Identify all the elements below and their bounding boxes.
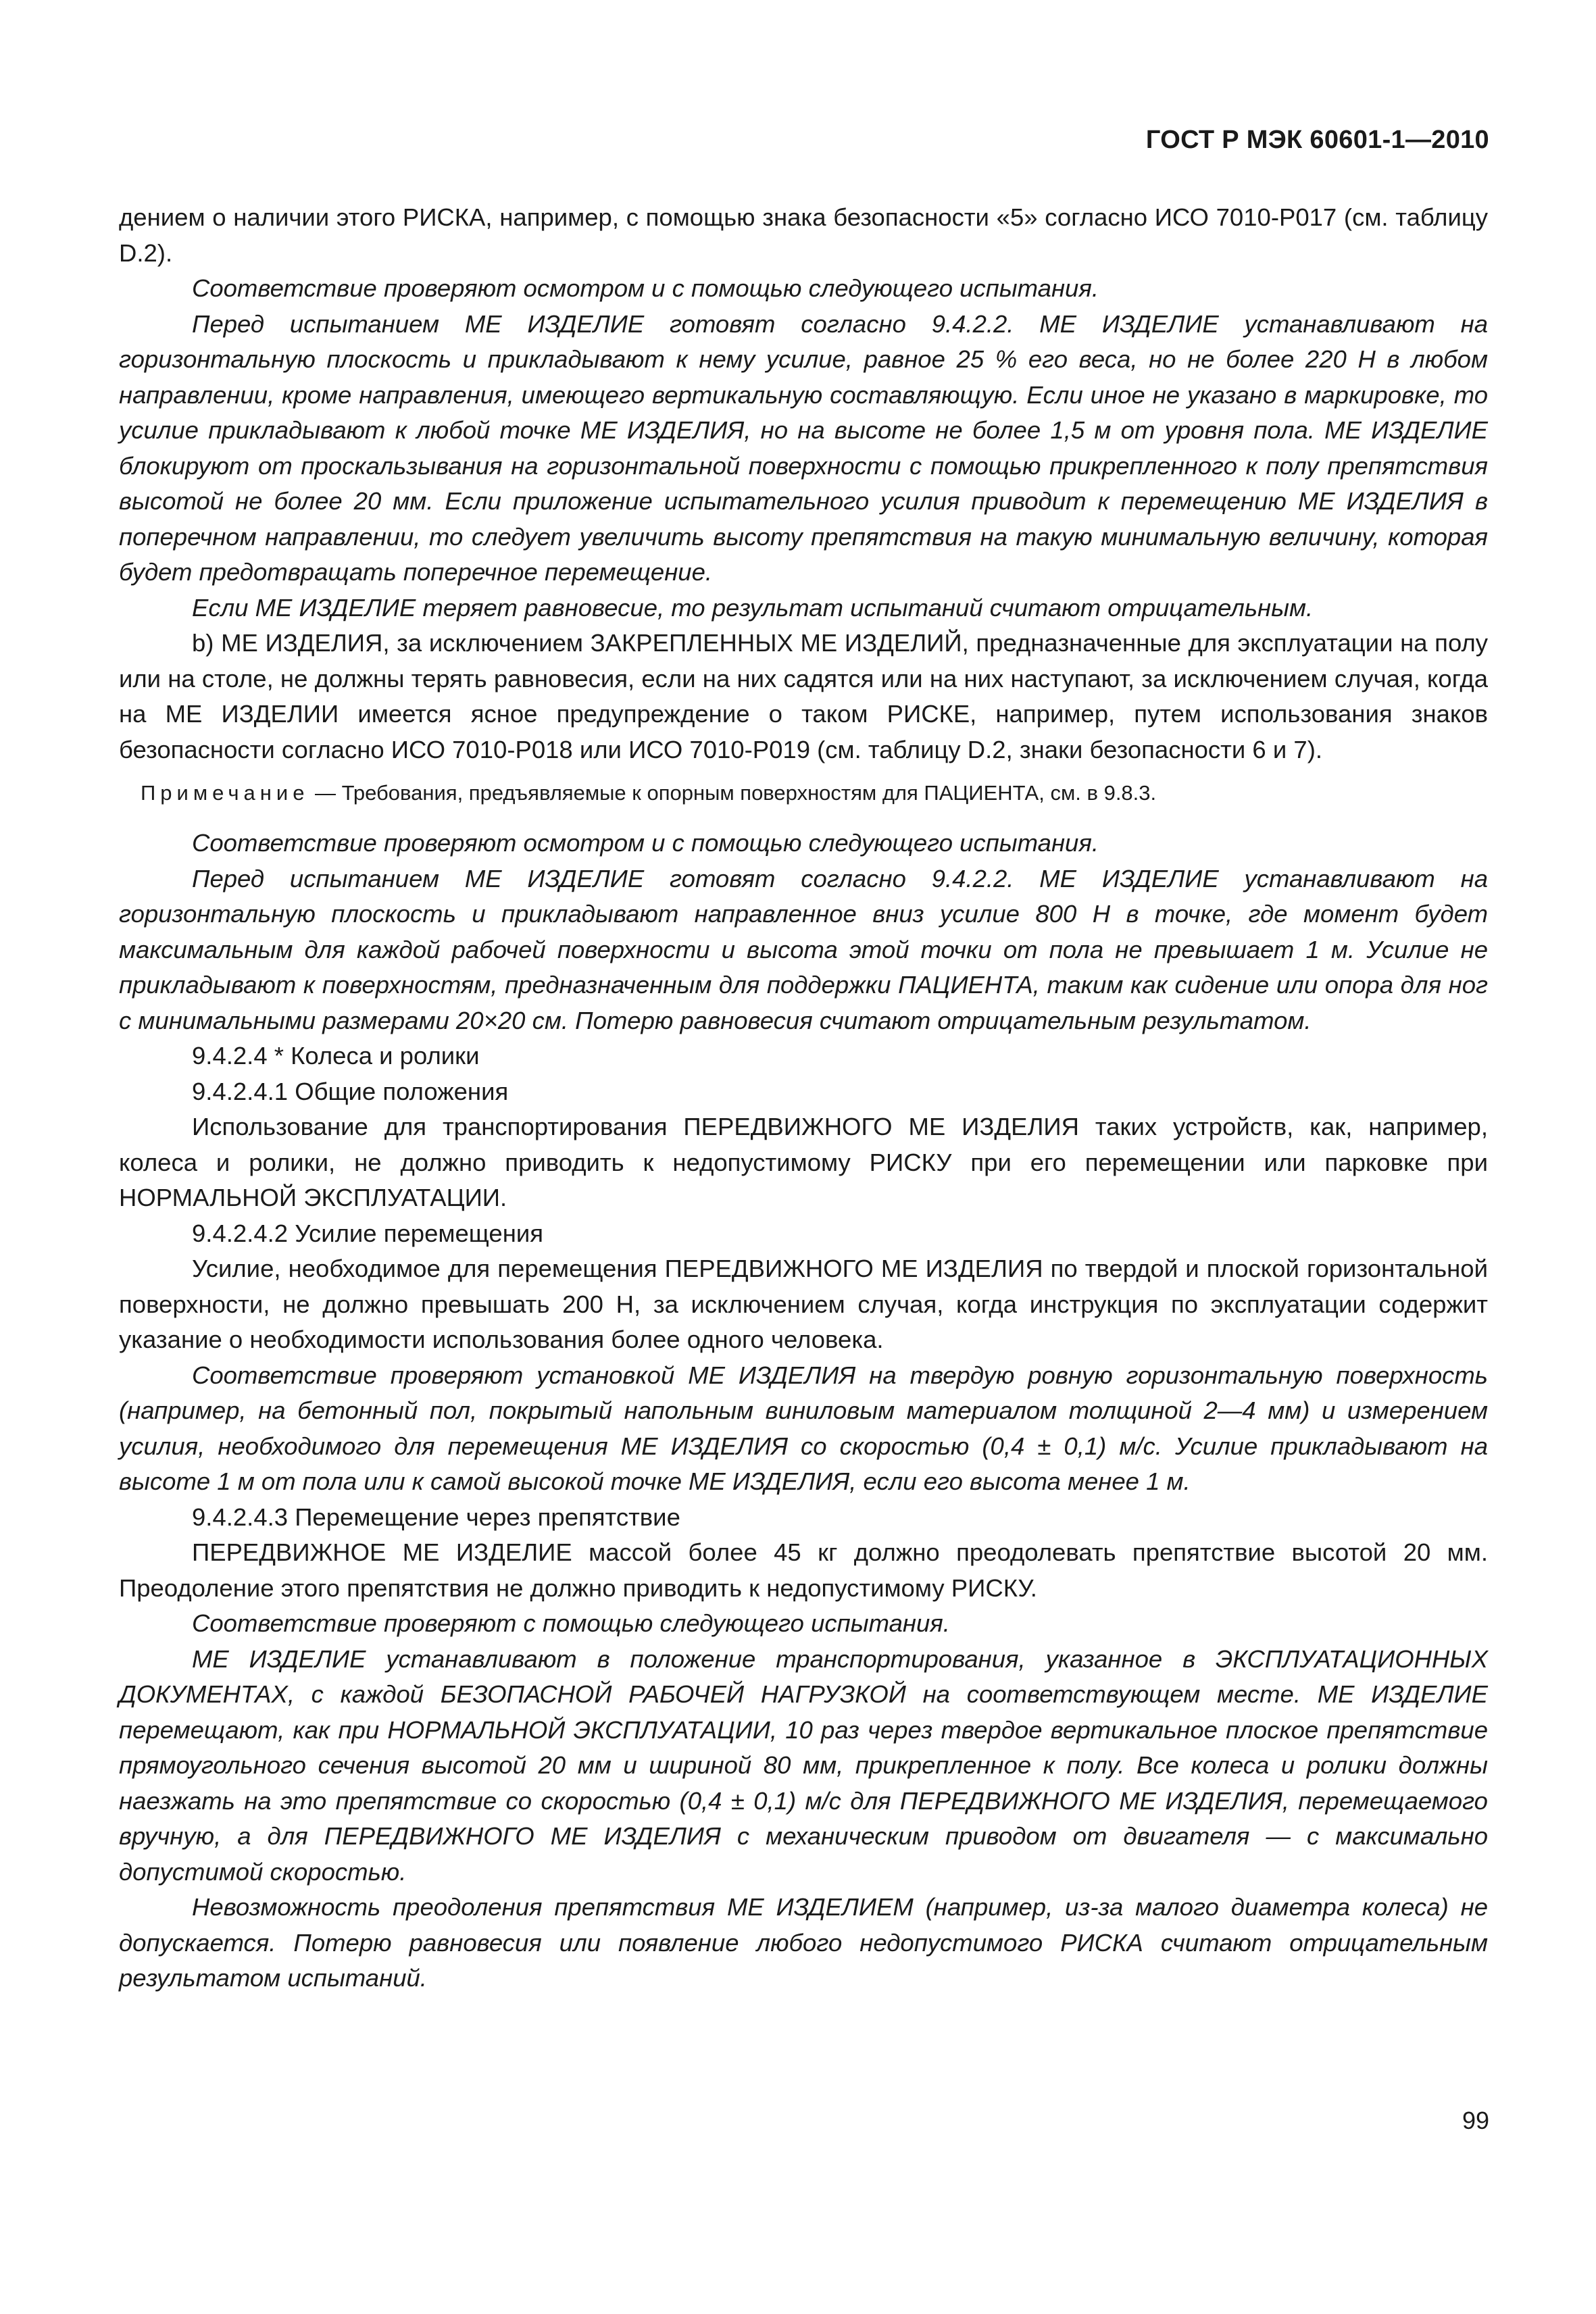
section-heading-9-4-2-4-3: 9.4.2.4.3 Перемещение через препятствие bbox=[192, 1503, 680, 1531]
page-header-standard-id: ГОСТ Р МЭК 60601-1—2010 bbox=[1145, 126, 1489, 154]
paragraph-general: Использование для транспортирования ПЕРЕДВИЖНОГО МЕ ИЗДЕЛИЯ таких устройств, как, например, колеса и ролики, не должно приводить к недопустимому РИСКУ при его перемещении или парковке при НОРМАЛЬНОЙ ЭКСПЛУАТАЦИИ. bbox=[119, 1113, 1488, 1211]
section-heading-9-4-2-4-1: 9.4.2.4.1 Общие положения bbox=[192, 1077, 509, 1105]
section-heading-9-4-2-4: 9.4.2.4 * Колеса и ролики bbox=[192, 1042, 480, 1070]
note-label: Примечание bbox=[141, 781, 309, 805]
note-text: — Требования, предъявляемые к опорным поверхностям для ПАЦИЕНТА, см. в 9.8.3. bbox=[309, 781, 1157, 805]
paragraph-test-result: Если МЕ ИЗДЕЛИЕ теряет равновесие, то результат испытаний считают отрицательным. bbox=[192, 593, 1314, 622]
paragraph-test-procedure-2: Перед испытанием МЕ ИЗДЕЛИЕ готовят согласно 9.4.2.2. МЕ ИЗДЕЛИЕ устанавливают на горизонтальную плоскость и прикладывают направленное вниз усилие 800 Н в точке, где момент будет максимальным для каждой рабочей поверхности и высота этой точки от пола не превышает 1 м. Усилие не прикладывают к поверхностям, предназначенным для поддержки ПАЦИЕНТА, таким как сидение или опора для ног с минимальными размерами 20×20 см. Потерю равновесия считают отрицательным результатом. bbox=[119, 864, 1488, 1034]
paragraph-test-procedure: Перед испытанием МЕ ИЗДЕЛИЕ готовят согласно 9.4.2.2. МЕ ИЗДЕЛИЕ устанавливают на горизонтальную плоскость и прикладывают к нему усилие, равное 25 % его веса, но не более 220 Н в любом направлении, кроме направления, имеющего вертикальную составляющую. Если иное не указано в маркировке, то усилие прикладывают к любой точке МЕ ИЗДЕЛИЯ, но на высоте не более 1,5 м от уровня пола. МЕ ИЗДЕЛИЕ блокируют от проскальзывания на горизонтальной поверхности с помощью прикрепленного к полу препятствия высотой не более 20 мм. Если приложение испытательного усилия приводит к перемещению МЕ ИЗДЕЛИЯ в поперечном направлении, то следует увеличить высоту препятствия на такую минимальную величину, которая будет предотвращать поперечное перемещение. bbox=[119, 309, 1488, 586]
paragraph-transport-test: МЕ ИЗДЕЛИЕ устанавливают в положение транспортирования, указанное в ЭКСПЛУАТАЦИОННЫХ ДОКУМЕНТАХ, с каждой БЕЗОПАСНОЙ РАБОЧЕЙ НАГРУЗКОЙ на соответствующем месте. МЕ ИЗДЕЛИЕ перемещают, как при НОРМАЛЬНОЙ ЭКСПЛУАТАЦИИ, 10 раз через твердое вертикальное плоское препятствие прямоугольного сечения высотой 20 мм и шириной 80 мм, прикрепленное к полу. Все колеса и ролики должны наезжать на это препятствие со скоростью (0,4 ± 0,1) м/с для ПЕРЕДВИЖНОГО МЕ ИЗДЕЛИЯ, перемещаемого вручную, а для ПЕРЕДВИЖНОГО МЕ ИЗДЕЛИЯ с механическим приводом от двигателя — с максимально допустимой скоростью. bbox=[119, 1644, 1488, 1886]
paragraph-compliance-4: Соответствие проверяют с помощью следующего испытания. bbox=[192, 1609, 950, 1637]
paragraph-continuation: дением о наличии этого РИСКА, например, с помощью знака безопасности «5» согласно ИСО 7010-Р017 (см. таблицу D.2). bbox=[119, 203, 1488, 267]
paragraph-item-b: b) МЕ ИЗДЕЛИЯ, за исключением ЗАКРЕПЛЕННЫХ МЕ ИЗДЕЛИЙ, предназначенные для эксплуатации на полу или на столе, не должны терять равновесия, если на них садятся или на них наступают, за исключением случая, когда на МЕ ИЗДЕЛИИ имеется ясное предупреждение о таком РИСКЕ, например, путем использования знаков безопасности согласно ИСО 7010-Р018 или ИСО 7010-Р019 (см. таблицу D.2, знаки безопасности 6 и 7). bbox=[119, 629, 1488, 763]
section-heading-9-4-2-4-2: 9.4.2.4.2 Усилие перемещения bbox=[192, 1219, 544, 1247]
page-number: 99 bbox=[1462, 2107, 1489, 2134]
paragraph-compliance: Соответствие проверяют осмотром и с помощью следующего испытания. bbox=[192, 274, 1099, 302]
note bbox=[119, 776, 1488, 811]
paragraph-force: Усилие, необходимое для перемещения ПЕРЕДВИЖНОГО МЕ ИЗДЕЛИЯ по твердой и плоской горизонтальной поверхности, не должно превышать 200 Н, за исключением случая, когда инструкция по эксплуатации содержит указание о необходимости использования более одного человека. bbox=[119, 1255, 1488, 1353]
paragraph-compliance-3: Соответствие проверяют установкой МЕ ИЗДЕЛИЯ на твердую ровную горизонтальную поверхность (например, на бетонный пол, покрытый напольным виниловым материалом толщиной 2—4 мм) и измерением усилия, необходимого для перемещения МЕ ИЗДЕЛИЯ со скоростью (0,4 ± 0,1) м/с. Усилие прикладывают на высоте 1 м от пола или к самой высокой точке МЕ ИЗДЕЛИЯ, если его высота менее 1 м. bbox=[119, 1361, 1488, 1495]
paragraph-compliance-2: Соответствие проверяют осмотром и с помощью следующего испытания. bbox=[192, 829, 1099, 857]
paragraph-failure-criteria: Невозможность преодоления препятствия МЕ ИЗДЕЛИЕМ (например, из-за малого диаметра колеса) не допускается. Потерю равновесия или появление любого недопустимого РИСКА считают отрицательным результатом испытаний. bbox=[119, 1893, 1488, 1992]
page-body bbox=[119, 200, 1488, 1996]
paragraph-obstacle: ПЕРЕДВИЖНОЕ МЕ ИЗДЕЛИЕ массой более 45 кг должно преодолевать препятствие высотой 20 мм. Преодоление этого препятствия не должно приводить к недопустимому РИСКУ. bbox=[119, 1538, 1488, 1602]
